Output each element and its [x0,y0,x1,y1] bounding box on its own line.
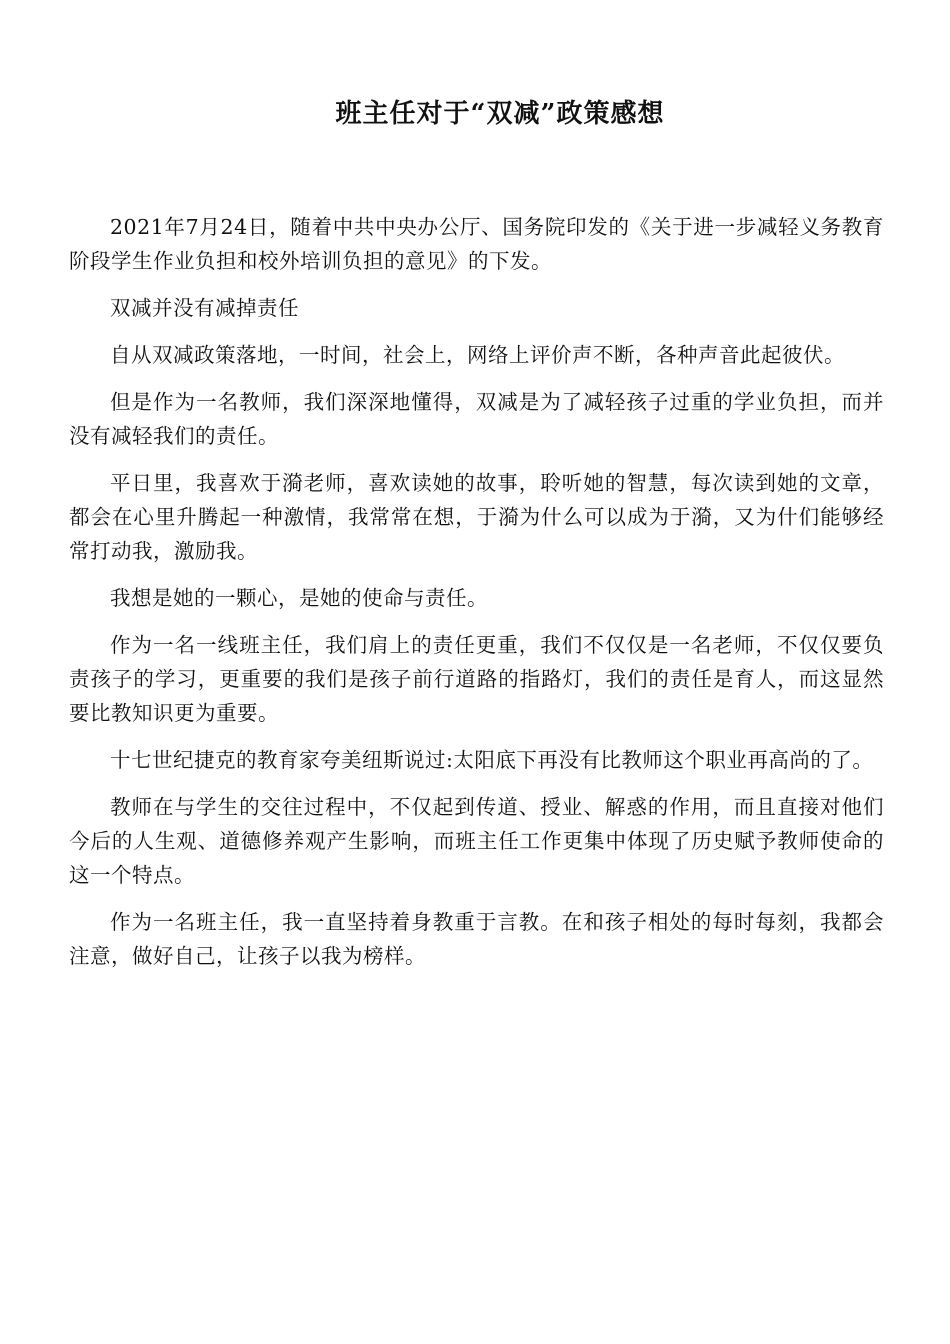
section-heading: 双减并没有减掉责任 [110,296,299,320]
paragraph: 我想是她的一颗心，是她的使命与责任。 [110,586,488,610]
paragraph: 2021年7月24日，随着中共中央办公厅、国务院印发的《关于进一步减轻义务教育阶段学生作业负担和校外培训负担的意见》的下发。 [69,215,884,273]
paragraph: 平日里，我喜欢于漪老师，喜欢读她的故事，聆听她的智慧，每次读到她的文章，都会在心里升腾起一种激情，我常常在想，于漪为什么可以成为于漪，又为什们能够经常打动我，激励我。 [69,471,884,563]
paragraph: 十七世纪捷克的教育家夸美纽斯说过:太阳底下再没有比教师这个职业再高尚的了。 [110,748,874,772]
document-body [69,210,884,986]
paragraph: 作为一名一线班主任，我们肩上的责任更重，我们不仅仅是一名老师，不仅仅要负责孩子的学习，更重要的我们是孩子前行道路的指路灯，我们的责任是育人，而这显然要比教知识更为重要。 [69,633,884,725]
paragraph: 但是作为一名教师，我们深深地懂得，双减是为了减轻孩子过重的学业负担，而并没有减轻我们的责任。 [69,390,884,448]
document-title: 班主任对于“双减”政策感想 [335,99,665,129]
paragraph: 教师在与学生的交往过程中，不仅起到传道、授业、解惑的作用，而且直接对他们今后的人生观、道德修养观产生影响，而班主任工作更集中体现了历史赋予教师使命的这一个特点。 [69,795,884,887]
paragraph: 作为一名班主任，我一直坚持着身教重于言教。在和孩子相处的每时每刻，我都会注意，做好自己，让孩子以我为榜样。 [69,910,884,968]
paragraph: 自从双减政策落地，一时间，社会上，网络上评价声不断，各种声音此起彼伏。 [110,343,845,367]
